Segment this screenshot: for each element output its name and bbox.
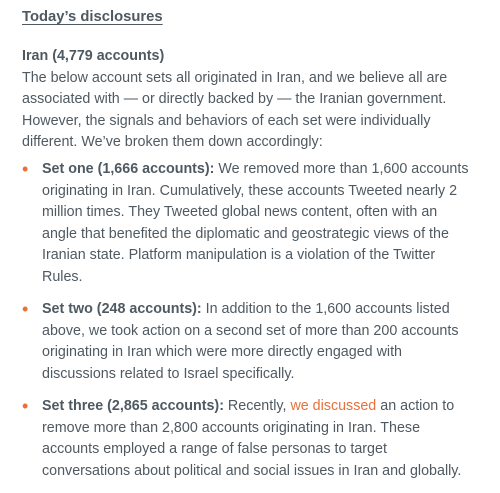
bullet-icon: • <box>22 396 29 416</box>
set-three-text-after: an action to remove more than 2,800 accounts originating in Iran. These accounts employed a range of false personas to target conversations about political and social issues in Iran and globally. <box>42 398 462 479</box>
set-two-title: Set two (248 accounts): <box>42 301 202 317</box>
list-item-set-three <box>22 396 472 482</box>
we-discussed-link[interactable]: we discussed <box>290 398 377 414</box>
iran-section <box>22 46 482 154</box>
set-one-text: We removed more than 1,600 accounts originating in Iran. Cumulatively, these accounts Tweeted nearly 2 million times. They Tweeted global news content, often with an angle that benefited the diplomatic and geostrategic views of the Iranian state. Platform manipulation is a violation of the Twitter Rules. <box>42 161 469 285</box>
list-item-set-two <box>22 299 472 385</box>
section-intro: The below account sets all originated in Iran, and we believe all are associated with — or directly backed by — the Iranian government. However, the signals and behaviors of each set were individually different. We’ve broken them down accordingly: <box>22 69 448 150</box>
section-title: Iran (4,779 accounts) <box>22 48 165 64</box>
set-one-title: Set one (1,666 accounts): <box>42 161 215 177</box>
set-two-text: In addition to the 1,600 accounts listed above, we took action on a second set of more than 200 accounts originating in Iran which were more directly engaged with discussions related to Israel specifically. <box>42 301 459 382</box>
list-item-set-one <box>22 159 472 288</box>
set-three-text-before: Recently, <box>223 398 291 414</box>
todays-disclosures-heading[interactable]: Today’s disclosures <box>22 9 163 25</box>
bullet-icon: • <box>22 159 29 179</box>
account-sets-list <box>22 159 472 493</box>
bullet-icon: • <box>22 299 29 319</box>
set-three-title: Set three (2,865 accounts): <box>42 398 224 414</box>
